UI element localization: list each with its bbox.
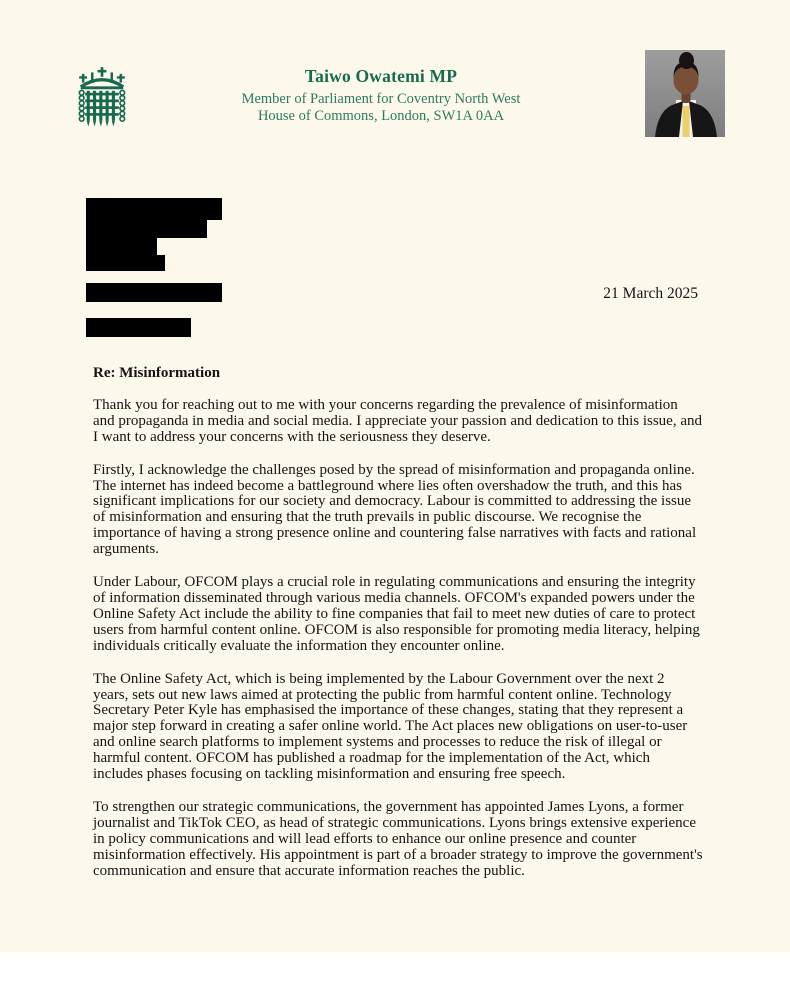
letter-date: 21 March 2025 — [603, 285, 698, 302]
redacted-text-block — [86, 198, 222, 220]
redacted-text-block — [86, 318, 191, 337]
paragraph-2: Firstly, I acknowledge the challenges posed by the spread of misinformation and propaganda online. The internet has indeed become a battleground where lies often overshadow the truth, and this has significant implications for our society and democracy. Labour is committed to addressing the issue of misinformation and ensuring that the truth prevails in public discourse. We recognise the importance of having a strong presence online and countering false narratives with facts and rational arguments. — [93, 461, 697, 558]
paragraph-3: Under Labour, OFCOM plays a crucial role in regulating communications and ensuring the integrity of information disseminated through various media channels. OFCOM's expanded powers under the Online Safety Act include the ability to fine companies that fail to meet new duties of care to protect users from harmful content online. OFCOM is also responsible for promoting media literacy, helping individuals critically evaluate the information they encounter online. — [93, 574, 700, 654]
portcullis-icon — [73, 66, 131, 133]
redacted-text-block — [86, 238, 157, 255]
redacted-text-block — [86, 283, 222, 302]
mp-address: House of Commons, London, SW1A 0AA — [257, 108, 505, 124]
mp-name: Taiwo Owatemi MP — [304, 66, 458, 86]
paragraph-4: The Online Safety Act, which is being implemented by the Labour Government over the next 2 years, sets out new laws aimed at protecting the public from harmful content online. Technology Secretary Peter Kyle has emphasised the importance of these changes, stating that they represent a major step forward in creating a safer online world. The Act places new obligations on user-to-user and online search platforms to implement systems and processes to reduce the risk of illegal or harmful content. OFCOM has published a roadmap for the implementation of the Act, which includes phases focusing on tackling misinformation and ensuring free speech. — [93, 670, 688, 783]
letterhead — [131, 66, 631, 125]
paragraph-5: To strengthen our strategic communications, the government has appointed James Lyons, a former journalist and TikTok CEO, as head of strategic communications. Lyons brings extensive experience in policy communications and will lead efforts to enhance our online presence and counter misinformation effectively. His appointment is part of a broader strategy to improve the government's communication and ensure that accurate information reaches the public. — [93, 798, 703, 879]
mp-portrait-photo — [645, 50, 725, 137]
letter-body — [93, 366, 703, 896]
paragraph-1: Thank you for reaching out to me with your concerns regarding the prevalence of misinformation and propaganda in media and social media. I appreciate your passion and dedication to this issue, and I want to address your concerns with the seriousness they deserve. — [93, 396, 702, 445]
mp-role: Member of Parliament for Coventry North West — [241, 91, 521, 107]
subject-line: Re: Misinformation — [93, 365, 221, 381]
redacted-text-block — [86, 255, 165, 271]
redacted-text-block — [86, 220, 207, 238]
